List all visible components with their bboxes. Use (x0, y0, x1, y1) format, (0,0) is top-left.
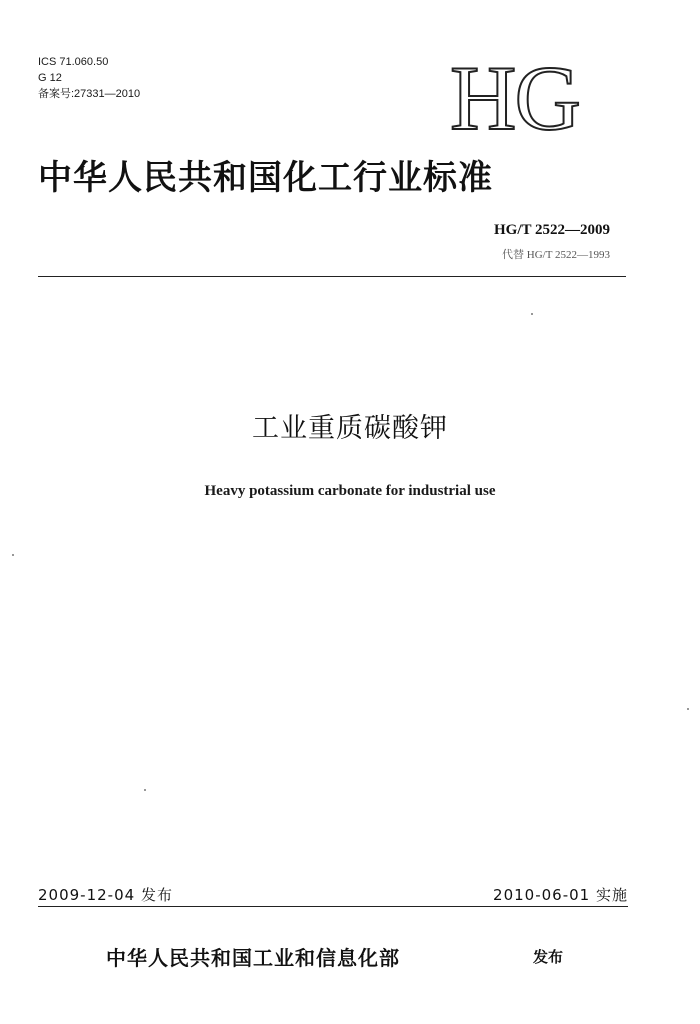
ics-code: ICS 71.060.50 (38, 56, 109, 68)
issue-date: 2009-12-04 发布 (38, 886, 173, 904)
replaces-standard: 代替 HG/T 2522—1993 (502, 249, 610, 261)
scan-speck (531, 313, 533, 315)
publisher-name: 中华人民共和国工业和信息化部 (106, 946, 400, 970)
standard-category-title: 中华人民共和国化工行业标准 (38, 158, 493, 198)
publisher-action: 发布 (533, 948, 564, 966)
header-divider (38, 276, 626, 277)
document-title-en: Heavy potassium carbonate for industrial use (204, 483, 496, 499)
scan-speck (12, 554, 14, 556)
document-title-cn: 工业重质碳酸钾 (252, 413, 448, 444)
ccs-code: G 12 (38, 72, 62, 84)
footer-divider (38, 906, 628, 907)
standard-number: HG/T 2522—2009 (494, 222, 610, 238)
hg-logo: HG (450, 47, 579, 149)
scan-speck (687, 708, 689, 710)
scan-speck (144, 789, 146, 791)
filing-number: 备案号:27331—2010 (38, 88, 141, 100)
effective-date: 2010-06-01 实施 (493, 886, 628, 904)
